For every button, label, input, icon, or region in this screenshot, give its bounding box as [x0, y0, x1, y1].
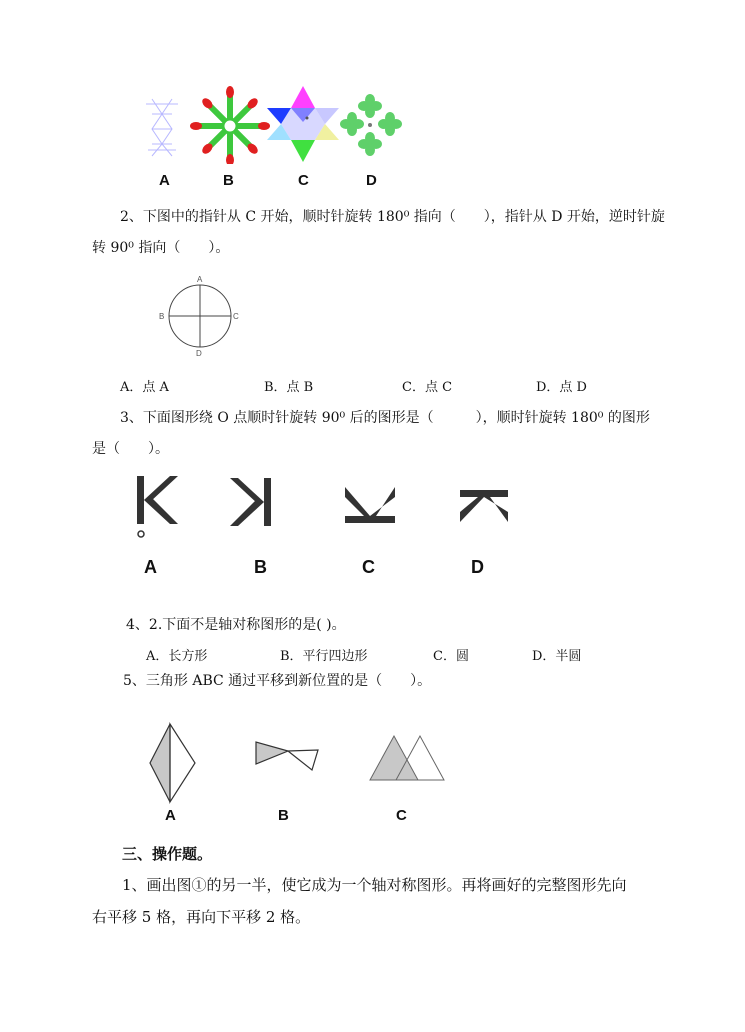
figure-d-clovers	[340, 94, 402, 156]
k-figure-c	[345, 487, 395, 523]
q3-text-line1: 3、下面图形绕 O 点顺时针旋转 90⁰ 后的图形是（ ），顺时针旋转 180⁰ 的图形	[120, 410, 650, 426]
k-figures	[130, 470, 530, 550]
row1-label-b: B	[223, 172, 234, 189]
section3-heading: 三、操作题。	[122, 845, 213, 863]
q2-text-line1: 2、下图中的指针从 C 开始，顺时针旋转 180⁰ 指向（ ），指针从 D 开始，逆时针旋	[120, 209, 665, 225]
q5-text: 5、三角形 ABC 通过平移到新位置的是（ ）。	[123, 673, 432, 689]
q5-label-c: C	[396, 807, 407, 824]
triangle-figure-c	[370, 736, 444, 780]
triangle-figure-b	[256, 742, 318, 770]
q3-label-d: D	[471, 557, 484, 577]
q2-text-line2: 转 90⁰ 指向（ ）。	[92, 240, 230, 256]
figure-c-star	[267, 86, 339, 162]
figure-b-flower	[190, 86, 270, 164]
section3-q1-line1: 1、画出图①的另一半，使它成为一个轴对称图形。再将画好的完整图形先向	[122, 876, 627, 894]
dial-label-b: B	[159, 312, 165, 321]
q4-option-c: C．圆	[433, 649, 469, 664]
translation-figures	[140, 718, 460, 808]
q2-option-d: D．点 D	[536, 380, 587, 395]
q2-option-c: C．点 C	[402, 380, 453, 395]
dial-label-a: A	[197, 275, 203, 284]
q5-label-a: A	[165, 807, 176, 824]
clock-dial	[155, 276, 245, 358]
figure-a-lattice	[146, 99, 178, 156]
triangle-figure-a	[150, 724, 195, 802]
q4-option-a: A．长方形	[146, 649, 208, 664]
symmetric-figures	[140, 84, 410, 164]
section3-q1-line2: 右平移 5 格，再向下平移 2 格。	[92, 908, 311, 926]
q4-option-b: B．平行四边形	[280, 649, 368, 664]
q3-label-a: A	[144, 557, 157, 577]
q4-option-d: D．半圆	[532, 649, 582, 664]
q4-text: 4、2.下面不是轴对称图形的是( )。	[126, 617, 346, 633]
q3-label-b: B	[254, 557, 267, 577]
figure-row-1	[140, 84, 410, 164]
row1-label-c: C	[298, 172, 309, 189]
row1-label-d: D	[366, 172, 377, 189]
q2-option-b: B．点 B	[264, 380, 314, 395]
q2-option-a: A．点 A	[120, 380, 169, 395]
q3-text-line2: 是（ ）。	[92, 441, 169, 457]
q3-label-c: C	[362, 557, 375, 577]
dial-label-d: D	[196, 349, 202, 358]
k-figure-a	[137, 476, 178, 524]
dial-label-c: C	[233, 312, 239, 321]
k-figure-b	[230, 478, 271, 526]
k-figure-d	[460, 490, 508, 522]
q5-label-b: B	[278, 807, 289, 824]
row1-label-a: A	[159, 172, 170, 189]
